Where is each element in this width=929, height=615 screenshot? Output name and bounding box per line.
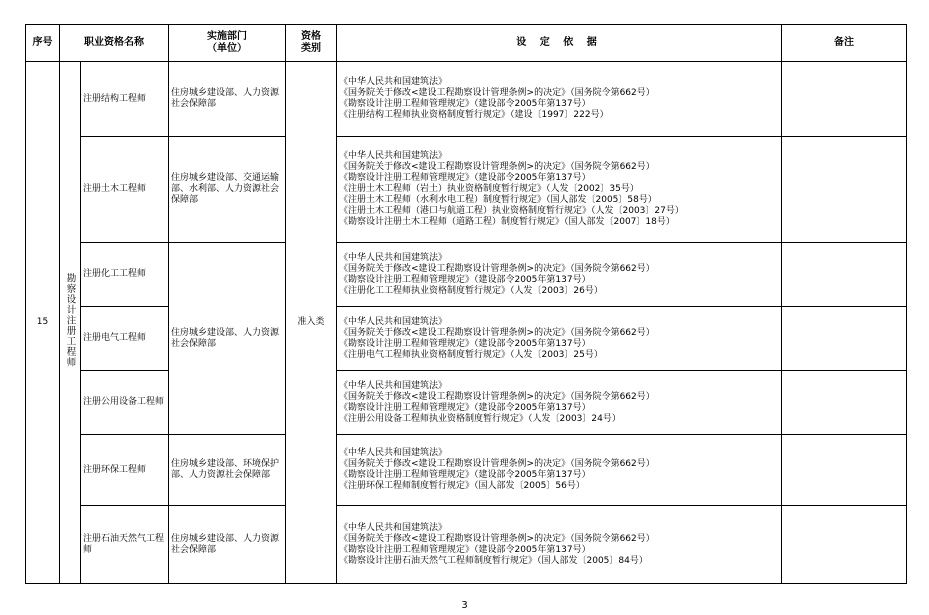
- header-dept-line1: 实施部门: [207, 31, 247, 42]
- basis-line: 《国务院关于修改<建设工程勘察设计管理条例>的决定》（国务院令第662号）: [339, 88, 655, 98]
- header-name: 职业资格名称: [60, 25, 169, 62]
- department-cell: 住房城乡建设部、人力资源社会保障部: [169, 506, 286, 584]
- basis-line: 《国务院关于修改<建设工程勘察设计管理条例>的决定》（国务院令第662号）: [339, 263, 655, 274]
- basis-cell: [337, 243, 782, 307]
- basis-cell: [337, 506, 782, 584]
- basis-line: 《中华人民共和国建筑法》: [339, 77, 448, 87]
- qualification-name: 注册电气工程师: [81, 307, 169, 371]
- basis-line: 《勘察设计注册工程师管理规定》（建设部令2005年第137号）: [339, 470, 591, 480]
- basis-cell: [337, 307, 782, 371]
- department-cell: 住房城乡建设部、环境保护部、人力资源社会保障部: [169, 435, 286, 506]
- group-seq-cell: 15: [26, 62, 60, 584]
- basis-line: 《中华人民共和国建筑法》: [339, 316, 448, 327]
- qualification-name: 注册石油天然气工程师: [81, 506, 169, 584]
- table-row: [26, 137, 907, 243]
- basis-line: 《勘察设计注册工程师管理规定》（建设部令2005年第137号）: [339, 338, 591, 349]
- remark-cell: [782, 371, 907, 435]
- basis-line: 《中华人民共和国建筑法》: [339, 522, 448, 533]
- basis-line: 《国务院关于修改<建设工程勘察设计管理条例>的决定》（国务院令第662号）: [339, 391, 655, 402]
- group-name-text: 勘察设计注册工程师: [64, 273, 76, 368]
- basis-line: 《注册土木工程师（水利水电工程）制度暂行规定》（国人部发〔2005〕58号）: [339, 195, 657, 205]
- basis-line: 《中华人民共和国建筑法》: [339, 448, 448, 458]
- qualification-name: 注册公用设备工程师: [81, 371, 169, 435]
- remark-cell: [782, 307, 907, 371]
- remark-cell: [782, 435, 907, 506]
- basis-line: 《中华人民共和国建筑法》: [339, 252, 448, 263]
- basis-line: 《勘察设计注册工程师管理规定》（建设部令2005年第137号）: [339, 99, 591, 109]
- basis-cell: [337, 371, 782, 435]
- remark-cell: [782, 243, 907, 307]
- basis-cell: [337, 435, 782, 506]
- table-row: [26, 243, 907, 307]
- header-category-line2: 类别: [301, 43, 321, 54]
- basis-line: 《中华人民共和国建筑法》: [339, 151, 448, 161]
- qualification-name: 注册结构工程师: [81, 62, 169, 137]
- department-cell: 住房城乡建设部、交通运输部、水利部、人力资源社会保障部: [169, 137, 286, 243]
- category-cell: 准入类: [286, 62, 337, 584]
- table-row: [26, 506, 907, 584]
- basis-cell: [337, 137, 782, 243]
- basis-line: 《中华人民共和国建筑法》: [339, 380, 448, 391]
- basis-line: 《注册公用设备工程师执业资格制度暂行规定》（人发〔2003〕24号）: [339, 413, 621, 424]
- table-row: [26, 307, 907, 371]
- basis-line: 《勘察设计注册工程师管理规定》（建设部令2005年第137号）: [339, 402, 591, 413]
- remark-cell: [782, 137, 907, 243]
- basis-cell: [337, 62, 782, 137]
- header-seq: 序号: [26, 25, 60, 62]
- qualification-name: 注册化工工程师: [81, 243, 169, 307]
- department-cell: 住房城乡建设部、人力资源社会保障部: [169, 243, 286, 435]
- basis-line: 《国务院关于修改<建设工程勘察设计管理条例>的决定》（国务院令第662号）: [339, 327, 655, 338]
- department-cell: 住房城乡建设部、人力资源社会保障部: [169, 62, 286, 137]
- header-dept-line2: （单位）: [207, 43, 247, 54]
- header-dept: [169, 25, 286, 62]
- basis-line: 《勘察设计注册工程师管理规定》（建设部令2005年第137号）: [339, 173, 591, 183]
- basis-line: 《国务院关于修改<建设工程勘察设计管理条例>的决定》（国务院令第662号）: [339, 459, 655, 469]
- qualification-name: 注册土木工程师: [81, 137, 169, 243]
- basis-line: 《勘察设计注册石油天然气工程师制度暂行规定》（国人部发〔2005〕84号）: [339, 555, 648, 566]
- remark-cell: [782, 506, 907, 584]
- page-number: 3: [461, 600, 468, 611]
- qualification-name: 注册环保工程师: [81, 435, 169, 506]
- basis-line: 《注册环保工程师制度暂行规定》（国人部发〔2005〕56号）: [339, 481, 585, 491]
- basis-line: 《注册化工工程师执业资格制度暂行规定》（人发〔2003〕26号）: [339, 285, 603, 296]
- basis-line: 《勘察设计注册土木工程师（道路工程）制度暂行规定》（国人部发〔2007〕18号）: [339, 217, 675, 227]
- table-row: [26, 62, 907, 137]
- header-remark: 备注: [782, 25, 907, 62]
- basis-line: 《勘察设计注册工程师管理规定》（建设部令2005年第137号）: [339, 274, 591, 285]
- basis-line: 《注册土木工程师（港口与航道工程）执业资格制度暂行规定》（人发〔2003〕27号）: [339, 206, 684, 216]
- remark-cell: [782, 62, 907, 137]
- qualification-table: [25, 24, 907, 584]
- basis-line: 《国务院关于修改<建设工程勘察设计管理条例>的决定》（国务院令第662号）: [339, 533, 655, 544]
- header-category: [286, 25, 337, 62]
- header-category-line1: 资格: [301, 31, 321, 42]
- basis-line: 《勘察设计注册工程师管理规定》（建设部令2005年第137号）: [339, 544, 591, 555]
- header-basis: 设 定 依 据: [337, 25, 782, 62]
- basis-line: 《注册土木工程师（岩土）执业资格制度暂行规定》（人发〔2002〕35号）: [339, 184, 639, 194]
- basis-line: 《注册电气工程师执业资格制度暂行规定》（人发〔2003〕25号）: [339, 349, 603, 360]
- table-row: [26, 371, 907, 435]
- basis-line: 《注册结构工程师执业资格制度暂行规定》（建设〔1997〕222号）: [339, 110, 609, 120]
- table-row: [26, 435, 907, 506]
- group-name-cell: [60, 62, 81, 584]
- basis-line: 《国务院关于修改<建设工程勘察设计管理条例>的决定》（国务院令第662号）: [339, 162, 655, 172]
